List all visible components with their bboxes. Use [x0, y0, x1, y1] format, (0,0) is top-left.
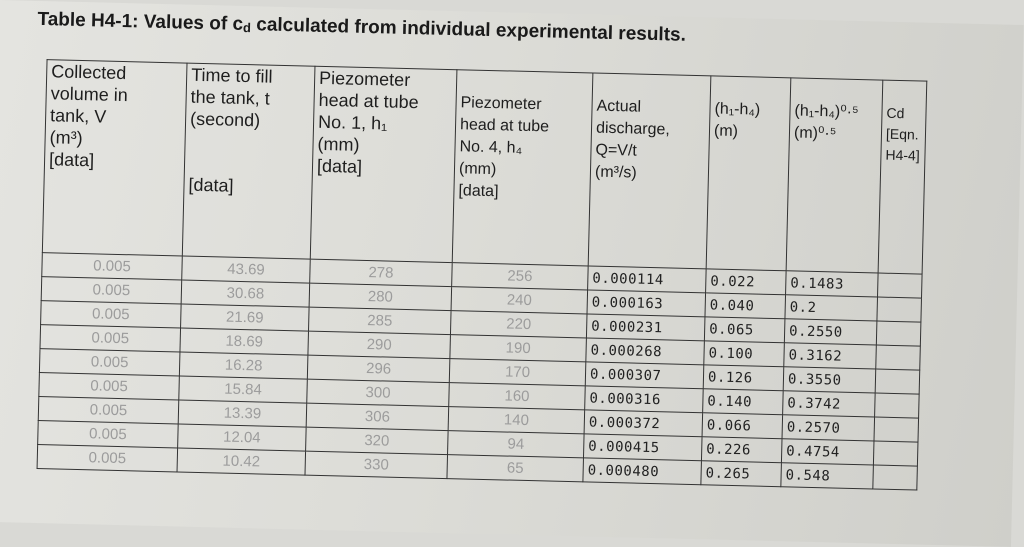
cell-time: 10.42 [177, 448, 306, 475]
cell-sqrt-head-diff: 0.3550 [783, 367, 876, 393]
header-line: Piezometer [460, 94, 542, 114]
cell-h4: 190 [450, 335, 587, 362]
table-caption [37, 9, 686, 47]
cell-volume: 0.005 [40, 325, 181, 352]
cell-cd [878, 273, 923, 298]
cell-h1: 330 [305, 451, 448, 478]
cell-sqrt-head-diff: 0.4754 [781, 439, 874, 465]
cell-discharge: 0.000231 [586, 314, 705, 341]
cell-head-diff: 0.040 [705, 293, 786, 319]
cell-h4: 160 [449, 383, 586, 410]
header-line: (m³) [49, 127, 83, 149]
cell-discharge: 0.000163 [587, 290, 706, 317]
header-line: (m) [713, 122, 739, 141]
header-head-diff [706, 76, 791, 271]
cell-cd [875, 369, 920, 394]
cell-h4: 170 [449, 359, 586, 386]
cell-volume: 0.005 [42, 253, 183, 280]
cell-h1: 296 [307, 355, 450, 382]
cell-cd [876, 321, 921, 346]
header-line: (mm) [458, 160, 497, 179]
cell-sqrt-head-diff: 0.3742 [783, 391, 876, 417]
cell-discharge: 0.000372 [584, 410, 703, 437]
caption-text-rest: calculated from individual experimental results. [250, 14, 687, 46]
header-tag: [data] [458, 182, 499, 201]
cell-sqrt-head-diff: 0.2570 [782, 415, 875, 441]
cell-h1: 300 [307, 379, 450, 406]
cell-volume: 0.005 [39, 349, 180, 376]
caption-text: Table H4-1: Values of c [37, 8, 244, 35]
header-h4 [452, 70, 593, 266]
cell-volume: 0.005 [41, 301, 182, 328]
cell-cd [873, 465, 918, 490]
header-line: (h₁-h₄) [714, 100, 761, 119]
cell-volume: 0.005 [41, 277, 182, 304]
cell-h4: 140 [448, 407, 585, 434]
cell-time: 15.84 [179, 376, 308, 403]
results-table [37, 59, 928, 490]
cell-time: 21.69 [181, 304, 310, 331]
header-line: [Eqn. [885, 125, 919, 143]
cell-discharge: 0.000480 [583, 458, 702, 485]
header-cd [878, 80, 927, 274]
cell-h4: 94 [448, 431, 585, 458]
header-discharge [588, 73, 711, 269]
cell-cd [875, 393, 920, 418]
header-line: Collected [51, 61, 127, 84]
cell-volume: 0.005 [38, 397, 179, 424]
cell-volume: 0.005 [39, 373, 180, 400]
cell-discharge: 0.000316 [585, 386, 704, 413]
cell-head-diff: 0.065 [704, 317, 785, 343]
cell-sqrt-head-diff: 0.2550 [784, 319, 877, 345]
cell-time: 12.04 [178, 424, 307, 451]
cell-h1: 320 [306, 427, 449, 454]
header-time [182, 63, 315, 259]
header-line: Cd [886, 104, 905, 122]
cell-head-diff: 0.226 [701, 437, 782, 463]
header-line: Q=V/t [595, 141, 638, 160]
header-line: No. 1, h₁ [317, 111, 388, 134]
header-volume [42, 60, 187, 256]
cell-discharge: 0.000307 [585, 362, 704, 389]
header-line: H4-4] [885, 146, 920, 164]
cell-head-diff: 0.265 [701, 461, 782, 487]
header-tag: [data] [188, 174, 234, 196]
cell-h4: 256 [452, 263, 589, 290]
cell-head-diff: 0.140 [703, 389, 784, 415]
cell-sqrt-head-diff: 0.548 [781, 463, 874, 489]
header-line: head at tube [459, 116, 550, 136]
cell-cd [876, 345, 921, 370]
header-line: the tank, t [190, 86, 270, 109]
header-tag: [data] [316, 155, 363, 177]
header-line: head at tube [318, 89, 419, 113]
header-line: tank, V [49, 105, 107, 127]
header-sqrt-head-diff [786, 78, 883, 273]
cell-volume: 0.005 [37, 445, 178, 472]
header-line: Actual [596, 97, 642, 116]
header-line: (h₁-h₄)⁰·⁵ [794, 102, 859, 122]
cell-h1: 306 [306, 403, 449, 430]
cell-cd [874, 417, 919, 442]
header-line: (m³/s) [594, 163, 637, 182]
caption-subscript: d [242, 19, 252, 36]
header-line: (mm) [317, 133, 360, 155]
cell-h1: 285 [309, 307, 452, 334]
cell-time: 30.68 [181, 280, 310, 307]
header-spacer [189, 130, 309, 177]
cell-time: 13.39 [178, 400, 307, 427]
cell-discharge: 0.000114 [588, 266, 707, 293]
cell-head-diff: 0.100 [704, 341, 785, 367]
header-tag: [data] [48, 149, 95, 171]
header-line: (second) [189, 108, 261, 131]
header-line: (m)⁰·⁵ [793, 124, 837, 143]
header-line: No. 4, h₄ [459, 138, 523, 157]
cell-head-diff: 0.022 [706, 269, 787, 295]
cell-discharge: 0.000415 [583, 434, 702, 461]
cell-h1: 290 [308, 331, 451, 358]
cell-sqrt-head-diff: 0.1483 [786, 271, 879, 297]
cell-time: 18.69 [180, 328, 309, 355]
cell-time: 43.69 [182, 256, 311, 283]
cell-cd [877, 297, 922, 322]
header-line: Time to fill [190, 64, 273, 87]
cell-h1: 278 [310, 259, 453, 286]
cell-volume: 0.005 [38, 421, 179, 448]
cell-head-diff: 0.126 [703, 365, 784, 391]
header-row [42, 60, 926, 274]
cell-h4: 65 [447, 455, 584, 482]
cell-h4: 240 [451, 287, 588, 314]
cell-head-diff: 0.066 [702, 413, 783, 439]
cell-h1: 280 [309, 283, 452, 310]
cell-h4: 220 [450, 311, 587, 338]
header-line: discharge, [595, 119, 671, 139]
cell-sqrt-head-diff: 0.3162 [784, 343, 877, 369]
cell-time: 16.28 [179, 352, 308, 379]
header-line: Piezometer [318, 67, 411, 91]
cell-discharge: 0.000268 [586, 338, 705, 365]
cell-sqrt-head-diff: 0.2 [785, 295, 878, 321]
header-line: volume in [50, 83, 129, 106]
header-h1 [310, 66, 457, 262]
cell-cd [873, 441, 918, 466]
